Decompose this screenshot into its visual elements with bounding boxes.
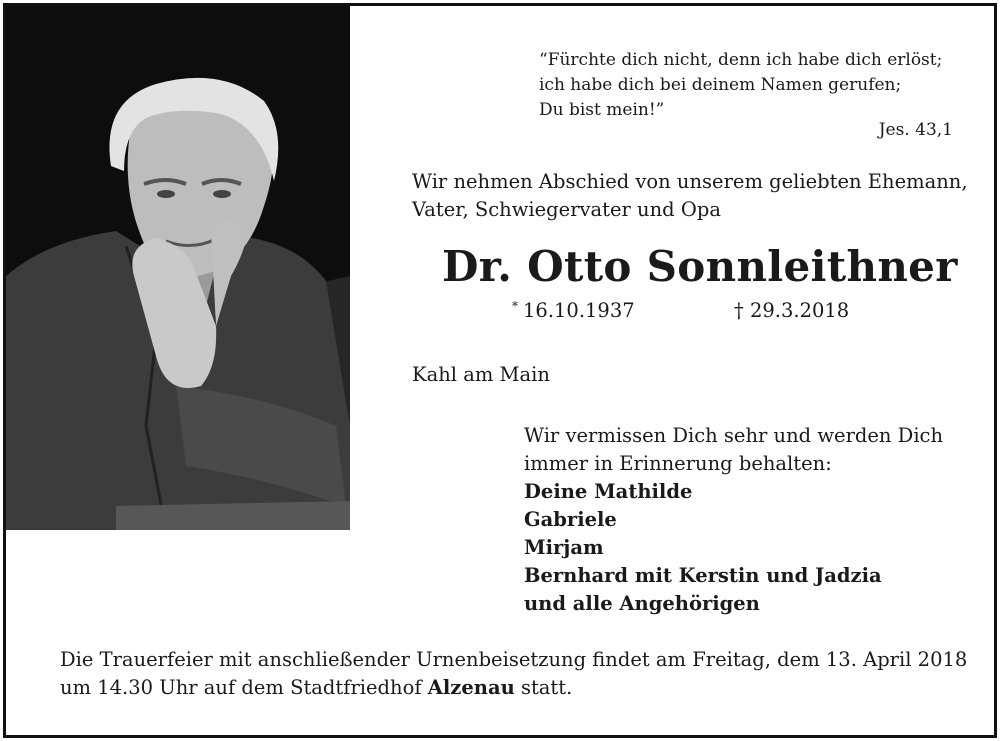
quote-reference: Jes. 43,1	[878, 120, 953, 140]
message-line: immer in Erinnerung behalten:	[524, 452, 832, 475]
family-member: Mirjam	[524, 536, 604, 559]
obituary-frame	[3, 3, 997, 738]
family-member: Gabriele	[524, 508, 617, 531]
quote-line: “Fürchte dich nicht, denn ich habe dich erlöst;	[539, 50, 943, 70]
funeral-text: um 14.30 Uhr auf dem Stadtfriedhof	[60, 676, 428, 699]
death-date: † 29.3.2018	[734, 299, 850, 322]
intro-line: Vater, Schwiegervater und Opa	[412, 198, 721, 221]
deceased-name: Dr. Otto Sonnleithner	[442, 242, 958, 291]
funeral-notice	[60, 646, 967, 702]
funeral-text-end: statt.	[514, 676, 573, 699]
portrait-photo	[6, 6, 350, 530]
family-member: Bernhard mit Kerstin und Jadzia	[524, 564, 882, 587]
family-member: und alle Angehörigen	[524, 592, 760, 615]
intro-line: Wir nehmen Abschied von unserem geliebten Ehemann,	[412, 170, 968, 193]
funeral-line	[60, 674, 967, 702]
portrait-illustration	[6, 6, 350, 530]
message-line: Wir vermissen Dich sehr und werden Dich	[524, 424, 944, 447]
quote-line: ich habe dich bei deinem Namen gerufen;	[539, 75, 902, 95]
birth-symbol: *	[512, 299, 518, 313]
remembrance-message	[524, 422, 943, 478]
bible-quote	[539, 48, 942, 123]
birth-date-line	[512, 299, 635, 322]
funeral-location: Alzenau	[427, 676, 515, 699]
funeral-line: Die Trauerfeier mit anschließender Urnenbeisetzung findet am Freitag, dem 13. April 2018	[60, 648, 968, 671]
family-member: Deine Mathilde	[524, 480, 693, 503]
farewell-intro	[412, 168, 968, 224]
family-list	[524, 478, 882, 618]
birth-date: 16.10.1937	[523, 299, 635, 322]
quote-line: Du bist mein!”	[539, 100, 665, 120]
place-of-residence: Kahl am Main	[412, 363, 550, 386]
